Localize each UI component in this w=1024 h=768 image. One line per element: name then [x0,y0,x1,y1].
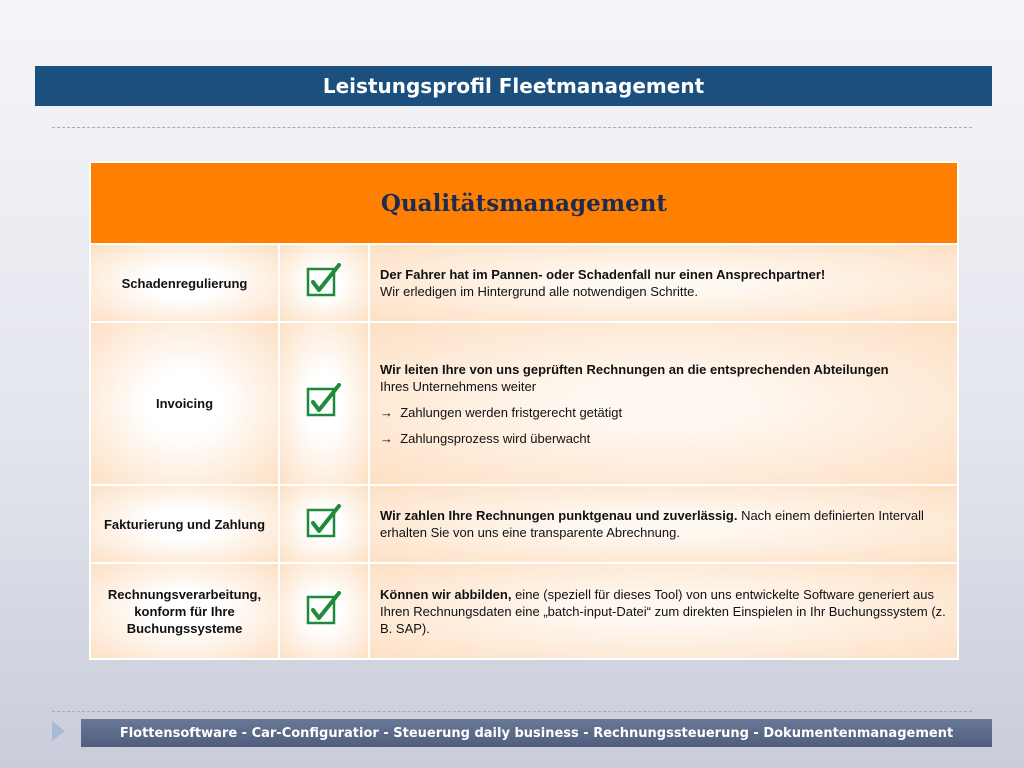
arrow-right-icon: → [380,404,393,420]
row-label: Schadenregulierung [90,244,279,322]
checked-box-icon [306,383,342,419]
table-row [90,322,958,485]
description-text: Nach einem definierten Intervall erhalten Sie von uns eine transparente Abrechnung. [380,508,924,540]
description-bold: Wir leiten Ihre von uns geprüften Rechnungen an die entsprechenden Abteilungen [380,361,889,377]
divider-top [52,127,972,128]
check-cell [279,244,369,322]
bullet-item [380,404,947,421]
row-description [369,485,958,563]
description-bold: Wir zahlen Ihre Rechnungen punktgenau und zuverlässig. [380,508,738,523]
description-text: eine (speziell für dieses Tool) von uns entwickelte Software generiert aus Ihren Rechnungsdaten eine „batch-input-Datei“ zum direkten Einspielen in Ihr Buchungssystem (z. B. SAP). [380,586,946,636]
row-label: Invoicing [90,322,279,485]
bullet-text: Zahlungen werden fristgerecht getätigt [400,404,623,420]
row-description [369,563,958,659]
checked-box-icon [306,263,342,299]
check-cell [279,485,369,563]
row-description [369,322,958,485]
table-heading: Qualitätsmanagement [90,162,958,244]
row-label: Fakturierung und Zahlung [90,485,279,563]
page-title: Leistungsprofil Fleetmanagement [322,74,705,98]
description-bold: Können wir abbilden, [380,586,512,602]
description-text: Ihres Unternehmens weiter [380,378,537,394]
table-row [90,244,958,322]
footer-text: Flottensoftware - Car-Configuratior - Steuerung daily business - Rechnungssteuerung - Dokumentenmanagement [119,725,954,741]
checked-box-icon [306,591,342,627]
quality-table [89,161,959,660]
title-bar [35,66,992,106]
divider-bottom [52,711,972,712]
table-row [90,485,958,563]
description-bold: Der Fahrer hat im Pannen- oder Schadenfall nur einen Ansprechpartner! [380,267,826,282]
play-arrow-icon [52,721,65,741]
bullet-item [380,430,947,447]
arrow-right-icon: → [380,430,393,446]
table-row [90,563,958,659]
row-description [369,244,958,322]
table-header-row [90,162,958,244]
check-cell [279,563,369,659]
checked-box-icon [306,504,342,540]
footer-bar [81,719,992,747]
row-label: Rechnungsverarbeitung, konform für Ihre Buchungssysteme [90,563,279,659]
description-text: Wir erledigen im Hintergrund alle notwendigen Schritte. [380,284,698,299]
bullet-text: Zahlungsprozess wird überwacht [400,430,591,446]
check-cell [279,322,369,485]
